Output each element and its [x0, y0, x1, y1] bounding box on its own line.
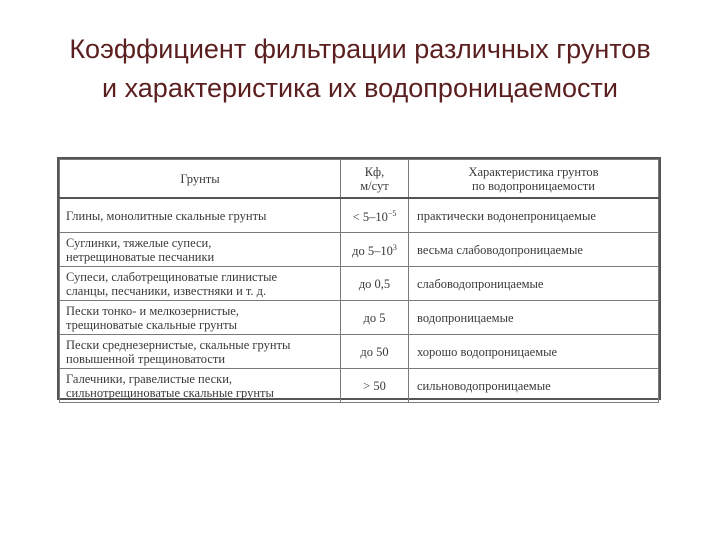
- header-k-line2: м/сут: [360, 178, 389, 193]
- soil-text-soil-line2: сильнотрещиноватые скальные грунты: [66, 385, 274, 400]
- k-value: до 50: [360, 344, 389, 359]
- table: [59, 159, 659, 403]
- cell-soil: [60, 233, 341, 267]
- cell-soil: [60, 198, 341, 233]
- soil-text-soil-line2: нетрещиноватые песчаники: [66, 249, 215, 264]
- cell-k: [341, 301, 409, 335]
- slide-title: [0, 30, 720, 108]
- cell-characteristic: сильноводопроницаемые: [409, 369, 659, 403]
- cell-characteristic: слабоводопроницаемые: [409, 267, 659, 301]
- cell-k: [341, 267, 409, 301]
- soil-text-soil-line1: Пески тонко- и мелкозернистые,: [66, 303, 239, 318]
- k-value: < 5–10: [352, 210, 388, 224]
- cell-k: [341, 369, 409, 403]
- cell-k: [341, 198, 409, 233]
- table-row: [60, 233, 659, 267]
- soil-permeability-table: [57, 157, 661, 400]
- table-row: [60, 335, 659, 369]
- header-characteristic: [409, 160, 659, 199]
- table-row: [60, 267, 659, 301]
- table-row: [60, 369, 659, 403]
- cell-k: [341, 233, 409, 267]
- k-value: до 5–10: [352, 244, 393, 258]
- k-value: до 0,5: [358, 276, 391, 291]
- cell-k: [341, 335, 409, 369]
- table-header-row: [60, 160, 659, 199]
- title-line-1: Коэффициент фильтрации различных грунтов: [69, 34, 651, 64]
- soil-text-soil-line2: повышенной трещиноватости: [66, 351, 226, 366]
- cell-soil: [60, 335, 341, 369]
- cell-characteristic: практически водонепроницаемые: [409, 198, 659, 233]
- header-k-line1: Кф,: [364, 164, 385, 179]
- cell-characteristic: весьма слабоводопроницаемые: [409, 233, 659, 267]
- cell-characteristic: водопроницаемые: [409, 301, 659, 335]
- k-exponent: −5: [387, 209, 397, 218]
- soil-text-soil-line1: Супеси, слаботрещиноватые глинистые: [66, 269, 278, 284]
- k-exponent: 3: [392, 243, 397, 252]
- title-line-2: и характеристика их водопроницаемости: [102, 73, 618, 103]
- soil-text-soil-line2: сланцы, песчаники, известняки и т. д.: [66, 283, 267, 298]
- soil-text-soil-line1: Глины, монолитные скальные грунты: [66, 208, 267, 223]
- header-char-line1: Характеристика грунтов: [468, 164, 599, 179]
- soil-text-soil-line1: Галечники, гравелистые пески,: [66, 371, 233, 386]
- k-value: > 50: [363, 378, 386, 393]
- header-soil: Грунты: [60, 160, 341, 199]
- table-row: [60, 198, 659, 233]
- cell-soil: [60, 301, 341, 335]
- cell-soil: [60, 369, 341, 403]
- header-char-line2: по водопроницаемости: [472, 178, 595, 193]
- soil-text-soil-line1: Суглинки, тяжелые супеси,: [66, 235, 212, 250]
- soil-text-soil-line2: трещиноватые скальные грунты: [66, 317, 237, 332]
- k-value: до 5: [363, 310, 386, 325]
- cell-characteristic: хорошо водопроницаемые: [409, 335, 659, 369]
- table-row: [60, 301, 659, 335]
- soil-text-soil-line1: Пески среднезернистые, скальные грунты: [66, 337, 291, 352]
- cell-soil: [60, 267, 341, 301]
- header-k: [341, 160, 409, 199]
